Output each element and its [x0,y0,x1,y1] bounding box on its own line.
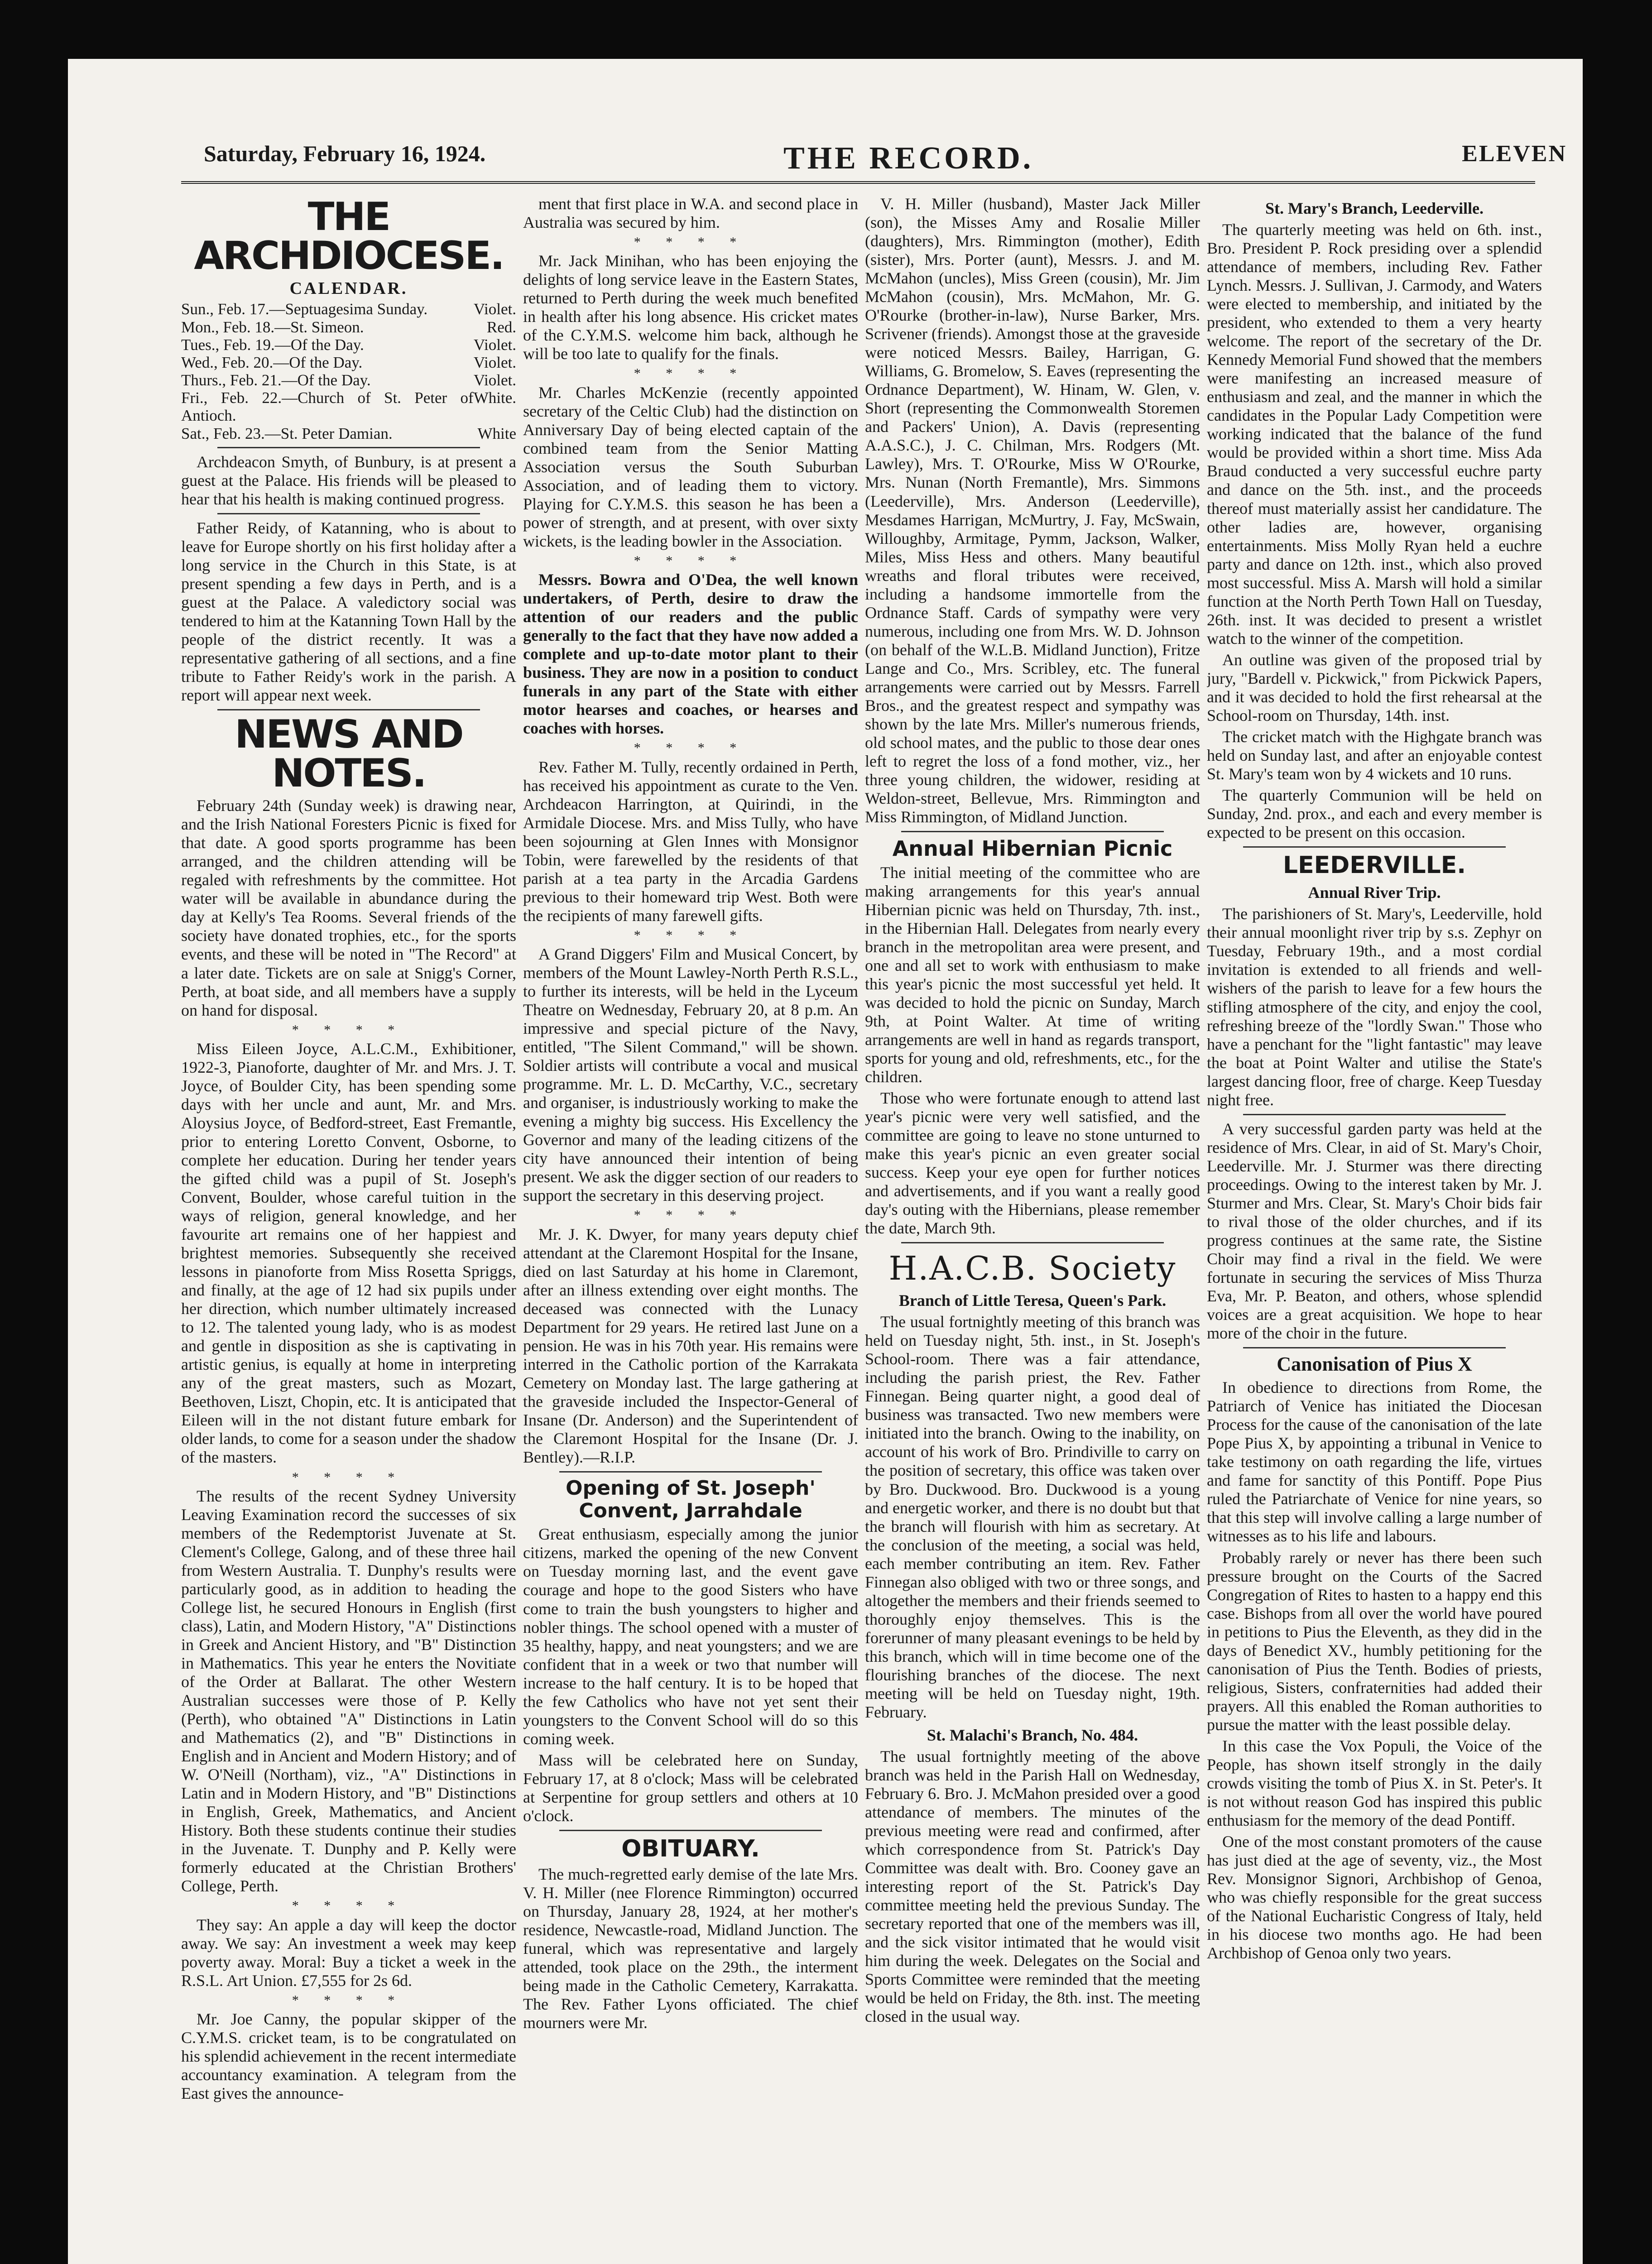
paragraph: Mr. Jack Minihan, who has been enjoying the delights of long service leave in the Eastern States, returned to Perth during the week much benefited in health after his long absence. His cricket mates of the C.Y.M.S. welcome him back, although he will be too late to qualify for the finals. [523,252,858,363]
calendar-row [181,336,516,354]
paragraph: The usual fortnightly meeting of this branch was held on Tuesday night, 5th. inst., in St. Joseph's School-room. There was a fair attendance, including the parish priest, the Rev. Father Finnegan. Being quarter night, a good deal of business was transacted. Two new members were initiated into the branch. Owing to the inability, on account of his work of Bro. Prindiville to carry on the position of secretary, this office was taken over by Bro. Duckwood. Bro. Duckwood is a young and energetic worker, and there is no doubt but that the branch will flourish with him as secretary. At the conclusion of the meeting, a social was held, each member contributing an item. Rev. Father Finnegan also obliged with two or three songs, and altogether the members and their friends seemed to thoroughly enjoy themselves. This is the forerunner of many pleasant evenings to be held by this branch, which will in time become one of the flourishing branches of the diocese. The next meeting will be held on Tuesday night, 19th. February. [865,1313,1200,1721]
paragraph: Father Reidy, of Katanning, who is about to leave for Europe shortly on his first holiday after a long service in the Church in this State, is at present spending a few days in Perth, and is a guest at the Palace. A valedictory social was tendered to him at the Katanning Town Hall by the people of the district recently. It was a representative gathering of all sections, and a fine tribute to Father Reidy's work in the parish. A report will appear next week. [181,518,516,705]
paragraph: The parishioners of St. Mary's, Leederville, hold their annual moonlight river trip by s.s. Zephyr on Tuesday, February 19th., and a most cordial invitation is extended to all friends and well-wishers of the parish to leave for a few hours the stifling atmosphere of the city, and enjoy the cool, refreshing breeze of the "lordly Swan." Those who have a penchant for the "light fantastic" may leave the boat at Point Walter and utilise the State's largest dancing floor, free of charge. Keep Tuesday night free. [1207,905,1542,1109]
paragraph: The quarterly Communion will be held on Sunday, 2nd. prox., and each and every member is expected to be present on this occasion. [1207,786,1542,842]
divider [559,1471,822,1473]
column-2 [523,195,858,2264]
paragraph: ment that first place in W.A. and second place in Australia was secured by him. [523,195,858,232]
paragraph: Great enthusiasm, especially among the junior citizens, marked the opening of the new Convent on Tuesday morning last, and the event gave courage and hope to the good Sisters who have come to train the bush youngsters to higher and nobler things. The school opened with a muster of 35 healthy, happy, and neat youngsters; and we are confident that in a week or two that number will increase to the half century. It is to be hoped that the few Catholics who have not yet sent their youngsters to the Convent School will do so this coming week. [523,1525,858,1748]
section-stars: * * * * [634,1208,748,1223]
section-stars: * * * * [634,235,748,250]
paragraph: Mr. Charles McKenzie (recently appointed secretary of the Celtic Club) had the distinction on Anniversary Day of being elected captain of the combined team from the Senior Matting Association versus the South Suburban Association, and of leading them to victory. Playing for C.Y.M.S. this season he has been a power of strength, and at present, with over sixty wickets, is the leading bowler in the Association. [523,383,858,550]
paragraph: The usual fortnightly meeting of the above branch was held in the Parish Hall on Wednesday, February 6. Bro. J. McMahon presided over a good attendance of members. The minutes of the previous meeting were read and confirmed, after which correspondence from St. Patrick's Day Committee was dealt with. Bro. Cooney gave an interesting report of the St. Patrick's Day committee meeting held the previous Sunday. The secretary reported that one of the members was ill, and the sick visitor intimated that he would visit him during the week. Delegates on the Social and Sports Committee were reminded that the meeting would be held on Friday, the 8th. inst. The meeting closed in the usual way. [865,1747,1200,2026]
paragraph: Archdeacon Smyth, of Bunbury, is at present a guest at the Palace. His friends will be pleased to hear that his health is making continued progress. [181,452,516,508]
paragraph: The quarterly meeting was held on 6th. inst., Bro. President P. Rock presiding over a splendid attendance of members, including Rev. Father Lynch. Messrs. J. Sullivan, J. Carmody, and Waters were elected to membership, and initiated by the president, who extended to them a very hearty welcome. The report of the secretary of the Dr. Kennedy Memorial Fund showed that the members were manifesting an increased measure of enthusiasm and zeal, and the manner in which the candidates in the Popular Lady Competition were working indicated that the balance of the fund would be provided within a short time. Miss Ada Braud conducted a very successful euchre party and dance on the 5th. inst., and the proceeds thereof must materially assist her candidature. The other ladies are, however, organising entertainments. Miss Molly Ryan held a euchre party and dance on 12th. inst., which also proved most successful. Miss A. Marsh will hold a similar function at the North Perth Town Hall on Tuesday, 26th. inst. It was decided to present a wristlet watch to the winner of the competition. [1207,221,1542,648]
calendar-date: Sat., Feb. 23.—St. Peter Damian. [181,424,393,442]
masthead-title: THE RECORD. [783,141,1034,176]
newspaper-page [68,59,1583,2264]
calendar-list [181,300,516,442]
calendar-row [181,300,516,318]
calendar-colour: White. [473,389,516,407]
column-3 [865,195,1200,2264]
paragraph: In obedience to directions from Rome, the Patriarch of Venice has initiated the Diocesan Process for the cause of the canonisation of the late Pope Pius X, by appointing a tribunal in Venice to take testimony on oath regarding the life, virtues and fame for sanctity of this Pontiff. Pope Pius ruled the Patriarchate of Venice for nine years, so that this step will involve calling a large number of witnesses as to his life and labours. [1207,1378,1542,1545]
convent-heading: Opening of St. Joseph' Convent, Jarrahdale [566,1477,816,1523]
paragraph: One of the most constant promoters of the cause has just died at the age of seventy, viz., the Most Rev. Monsignor Signori, Archbishop of Genoa, who was chiefly responsible for the great success of the National Eucharistic Congress of Italy, held in his diocese two months ago. He had been Archbishop of Genoa only two years. [1207,1832,1542,1962]
divider [901,1242,1164,1243]
marys-heading: St. Mary's Branch, Leederville. [1265,199,1484,217]
column-4 [1207,195,1542,2264]
section-stars: * * * * [634,366,748,381]
calendar-date: Tues., Feb. 19.—Of the Day. [181,336,364,354]
paragraph: Probably rarely or never has there been such pressure brought on the Courts of the Sacred Congregation of Rites to hasten to a happy end this case. Bishops from all over the world have poured in petitions to Pius the Eleventh, as they did in the days of Benedict XV., humbly petitioning for the canonisation of Pius the Tenth. Bodies of priests, religious, Sisters, confraternities had added their prayers. All this enabled the Roman authorities to pursue the matter with the least possible delay. [1207,1548,1542,1734]
paragraph: Mass will be celebrated here on Sunday, February 17, at 8 o'clock; Mass will be celebrated at Serpentine for group settlers and others at 10 o'clock. [523,1751,858,1825]
leederville-subheading: Annual River Trip. [1308,883,1441,902]
paragraph: In this case the Vox Populi, the Voice of the People, has shown itself strongly in the daily crowds visiting the tomb of Pius X. in St. Peter's. It is not without reason God has inspired this public enthusiasm for the memory of the dead Pontiff. [1207,1736,1542,1829]
paragraph: They say: An apple a day will keep the doctor away. We say: An investment a week may keep poverty away. Moral: Buy a ticket a week in the R.S.L. Art Union. £7,555 for 2s 6d. [181,1915,516,1990]
divider [217,513,480,514]
section-stars: * * * * [292,1022,406,1037]
calendar-colour: White [477,424,516,442]
divider [1243,846,1506,848]
calendar-date: Mon., Feb. 18.—St. Simeon. [181,318,364,336]
calendar-colour: Violet. [473,353,516,371]
section-stars: * * * * [292,1469,406,1485]
paragraph-advert: Messrs. Bowra and O'Dea, the well known undertakers, of Perth, desire to draw the attention of our readers and the public generally to the fact that they have now added a complete and up-to-date motor plant to their business. They are now in a position to conduct funerals in any part of the State with either motor hearses and coaches, or hearses and coaches with horses. [523,571,858,738]
obituary-heading: OBITUARY. [621,1835,760,1862]
calendar-colour: Violet. [473,336,516,354]
masthead-page-number: ELEVEN [1462,141,1567,167]
divider [1243,1114,1506,1115]
paragraph: Miss Eileen Joyce, A.L.C.M., Exhibitioner, 1922-3, Pianoforte, daughter of Mr. and Mrs. J. T. Joyce, of Boulder City, has been spending some days with her uncle and aunt, Mr. and Mrs. Aloysius Joyce, of Bedford-street, East Fremantle, prior to entering Loretto Convent, Osborne, to complete her education. During her tender years the gifted child was a pupil of St. Joseph's Convent, Boulder, whose careful tuition in the ways of religion, general knowledge, and her favourite art remains one of her happiest and brightest memories. Subsequently she received lessons in pianoforte from Miss Rosetta Spriggs, and finally, at the age of 12 had six pupils under her direction, which number ultimately increased to 12. The talented young lady, who is as modest and gentle in disposition as she is captivating in artistic genius, is equally at home in interpreting any of the great masters, such as Mozart, Beethoven, Liszt, Chopin, etc. It is anticipated that Eileen will in the not distant future embark for older lands, to come for a season under the shadow of the masters. [181,1039,516,1467]
masthead [86,140,1567,181]
calendar-colour: Violet. [473,371,516,389]
picnic-heading: Annual Hibernian Picnic [892,836,1173,861]
calendar-colour: Red. [486,318,516,336]
divider [217,447,480,448]
paragraph: Rev. Father M. Tully, recently ordained in Perth, has received his appointment as curate to the Ven. Archdeacon Harrington, at Quirindi, in the Armidale Diocese. Mrs. and Miss Tully, who have been sojourning at Glen Innes with Monsignor Tobin, were farewelled by the residents of that parish at a tea party in the Arcadia Gardens previous to their homeward trip West. Both were the recipients of many farewell gifts. [523,758,858,925]
teresa-heading: Branch of Little Teresa, Queen's Park. [898,1291,1167,1310]
paragraph: A Grand Diggers' Film and Musical Concert, by members of the Mount Lawley-North Perth R.S.L., to further its interests, will be held in the Lyceum Theatre on Wednesday, February 20, at 8 p.m. An impressive and special picture of the Navy, entitled, "The Silent Command," will be shown. Soldier artists will contribute a vocal and musical programme. Mr. L. D. McCarthy, V.C., secretary and organiser, is industriously working to make the evening a mighty big success. His Excellency the Governor and many of the leading citizens of the city have announced their intention of being present. We ask the digger section of our readers to support the secretary in this deserving project. [523,945,858,1205]
calendar-row [181,371,516,389]
calendar-row [181,425,516,442]
paragraph: The initial meeting of the committee who are making arrangements for this year's annual Hibernian picnic was held on Thursday, 7th. inst., in the Hibernian Hall. Delegates from nearly every branch in the metropolitan area were present, and one and all set to work with enthusiasm to make this year's picnic the most successful yet held. It was decided to hold the picnic on Sunday, March 9th, at Point Walter. At time of writing arrangements are well in hand as regards transport, sports for young and old, refreshments, etc., for the children. [865,863,1200,1086]
pius-heading: Canonisation of Pius X [1277,1353,1472,1376]
calendar-colour: Violet. [473,300,516,318]
section-stars: * * * * [634,740,748,756]
hacb-heading: H.A.C.B. Society [888,1249,1177,1288]
paragraph: Mr. Joe Canny, the popular skipper of the C.Y.M.S. cricket team, is to be congratulated on his splendid achievement in the recent intermediate accountancy examination. A telegram from the East gives the announce- [181,2010,516,2102]
paragraph: Mr. J. K. Dwyer, for many years deputy chief attendant at the Claremont Hospital for the Insane, died on last Saturday at his home in Claremont, after an illness extending over eight months. The deceased was connected with the Lunacy Department for 29 years. He retired last June on a pension. He was in his 70th year. His remains were interred in the Catholic portion of the Karrakata Cemetery on Monday last. The large gathering at the graveside included the Inspector-General of Insane (Dr. Anderson) and the Superintendent of the Claremont Hospital for the Insane (Dr. J. Bentley).—R.I.P. [523,1225,858,1467]
calendar-date: Thurs., Feb. 21.—Of the Day. [181,371,371,389]
section-stars: * * * * [292,1992,406,2008]
section-stars: * * * * [634,553,748,568]
paragraph: The results of the recent Sydney University Leaving Examination record the successes of six members of the Redemptorist Juvenate at St. Clement's College, Galong, and of these three hail from Western Australia. T. Dunphy's results were particularly good, as in addition to heading the College list, he secured Honours in English (first class), Latin, and Modern History, "A" Distinctions in Greek and Ancient History, and "B" Distinction in Mathematics. This year he enters the Novitiate of the Order at Ballarat. The other Western Australian successes were those of P. Kelly (Perth), who obtained "A" Distinctions in Latin and Mathematics (2), and "B" Distinctions in English and in Ancient and Modern History; and of W. O'Neill (Northam), viz., "A" Distinctions in Latin and in Modern History, and "B" Distinctions in English, Greek, Mathematics, and Ancient History. Both these students continue their studies in the Juvenate. T. Dunphy and P. Kelly were formerly educated at the Christian Brothers' College, Perth. [181,1487,516,1895]
paragraph: February 24th (Sunday week) is drawing near, and the Irish National Foresters Picnic is fixed for that date. A good sports programme has been arranged, and the children attending will be regaled with refreshments by the committee. Hot water will be available in abundance during the day at Kelly's Tea Rooms. Several friends of the society have donated trophies, etc., for the sports events, and these will be noted in "The Record" at a later date. Tickets are on sale at Snigg's Corner, Perth, at boat side, and all members have a supply on hand for disposal. [181,796,516,1019]
calendar-date: Sun., Feb. 17.—Septuagesima Sunday. [181,300,428,318]
archdiocese-heading: THE ARCHDIOCESE. [194,195,504,278]
leederville-heading: LEEDERVILLE. [1282,852,1466,879]
paragraph: The cricket match with the Highgate branch was held on Sunday last, and after an enjoyable contest St. Mary's team won by 4 wickets and 10 runs. [1207,727,1542,783]
calendar-date: Wed., Feb. 20.—Of the Day. [181,353,363,371]
paragraph: Those who were fortunate enough to attend last year's picnic were very well satisfied, and the committee are going to leave no stone unturned to make this year's picnic an even greater social success. Keep your eye open for further notices and advertisements, and if you want a really good day's outing with the Hibernians, please remember the date, March 9th. [865,1089,1200,1238]
divider [901,831,1164,832]
calendar-row [181,354,516,371]
calendar-row [181,389,516,424]
masthead-date: Saturday, February 16, 1924. [204,141,486,166]
paragraph: V. H. Miller (husband), Master Jack Miller (son), the Misses Amy and Rosalie Miller (daughters), Mrs. Rimmington (mother), Edith (sister), Mrs. Porter (aunt), Messrs. J. and M. McMahon (uncles), Miss Green (cousin), Mr. Jim McMahon (cousin), Mrs. McMahon, Mr. G. O'Rourke (brother-in-law), Nurse Barker, Mrs. Scrivener (friends). Amongst those at the graveside were noticed Messrs. Bailey, Harrigan, G. Williams, G. Bromelow, S. Eaves (representing the Ordnance Department), W. Hinam, W. Glen, v. Short (representing the Commonwealth Storemen and Packers' Union), A. Davis (representing A.A.S.C.), J. C. Chilman, Mrs. Rodgers (Mt. Lawley), Mrs. T. O'Rourke, Miss W O'Rourke, Mrs. Nunan (North Fremantle), Mrs. Simmons (Leederville), Mrs. Anderson (Leederville), Mesdames Harrigan, McMurtry, J. Fay, McSwain, Willoughby, Armitage, Pymm, Jackson, Walker, Miles, Miss Hess and others. Many beautiful wreaths and floral tributes were received, including a handsome immortelle from the Ordnance Staff. Cards of sympathy were very numerous, including one from Mrs. W. D. Johnson (on behalf of the W.L.B. Midland Junction), Fritze Lange and Co., Mrs. Scribley, etc. The funeral arrangements were carried out by Messrs. Farrell Bros., and the greatest respect and sympathy was shown by the late Mrs. Miller's numerous friends, old school mates, and the public to those dear ones left to regret the loss of a fond mother, viz., her three young children, the widower, residing at Weldon-street, Bellevue, Mrs. Rimmington and Miss Rimmington, of Midland Junction. [865,195,1200,826]
column-1 [181,195,516,2264]
news-heading: NEWS AND NOTES. [235,712,463,796]
masthead-rule [181,181,1535,184]
divider [1243,1347,1506,1348]
calendar-date: Fri., Feb. 22.—Church of St. Peter of Antioch. [181,389,474,425]
paragraph: An outline was given of the proposed trial by jury, "Bardell v. Pickwick," from Pickwick Papers, and it was decided to hold the first rehearsal at the School-room on Thursday, 14th. inst. [1207,650,1542,724]
section-stars: * * * * [634,927,748,943]
paragraph: The much-regretted early demise of the late Mrs. V. H. Miller (nee Florence Rimmington) occurred on Thursday, January 28, 1924, at her mother's residence, Newcastle-road, Midland Junction. The funeral, which was representative and largely attended, took place on the 29th., the interment being made in the Catholic Cemetery, Karrakatta. The Rev. Father Lyons officiated. The chief mourners were Mr. [523,1865,858,2032]
paragraph: A very successful garden party was held at the residence of Mrs. Clear, in aid of St. Mary's Choir, Leederville. Mr. J. Sturmer was there directing proceedings. Owing to the interest taken by Mr. J. Sturmer and Mrs. Clear, St. Mary's Choir bids fair to rival those of the older churches, and if its progress continues at the same rate, the Sistine Choir may find a rival in the field. We were fortunate in securing the services of Miss Thurza Eva, Mr. P. Beaton, and others, whose splendid voices are a great acquisition. We hope to hear more of the choir in the future. [1207,1119,1542,1343]
divider [217,709,480,710]
calendar-label: CALENDAR. [289,279,408,298]
calendar-row [181,318,516,336]
malachi-heading: St. Malachi's Branch, No. 484. [927,1726,1138,1744]
section-stars: * * * * [292,1898,406,1914]
divider [559,1830,822,1831]
